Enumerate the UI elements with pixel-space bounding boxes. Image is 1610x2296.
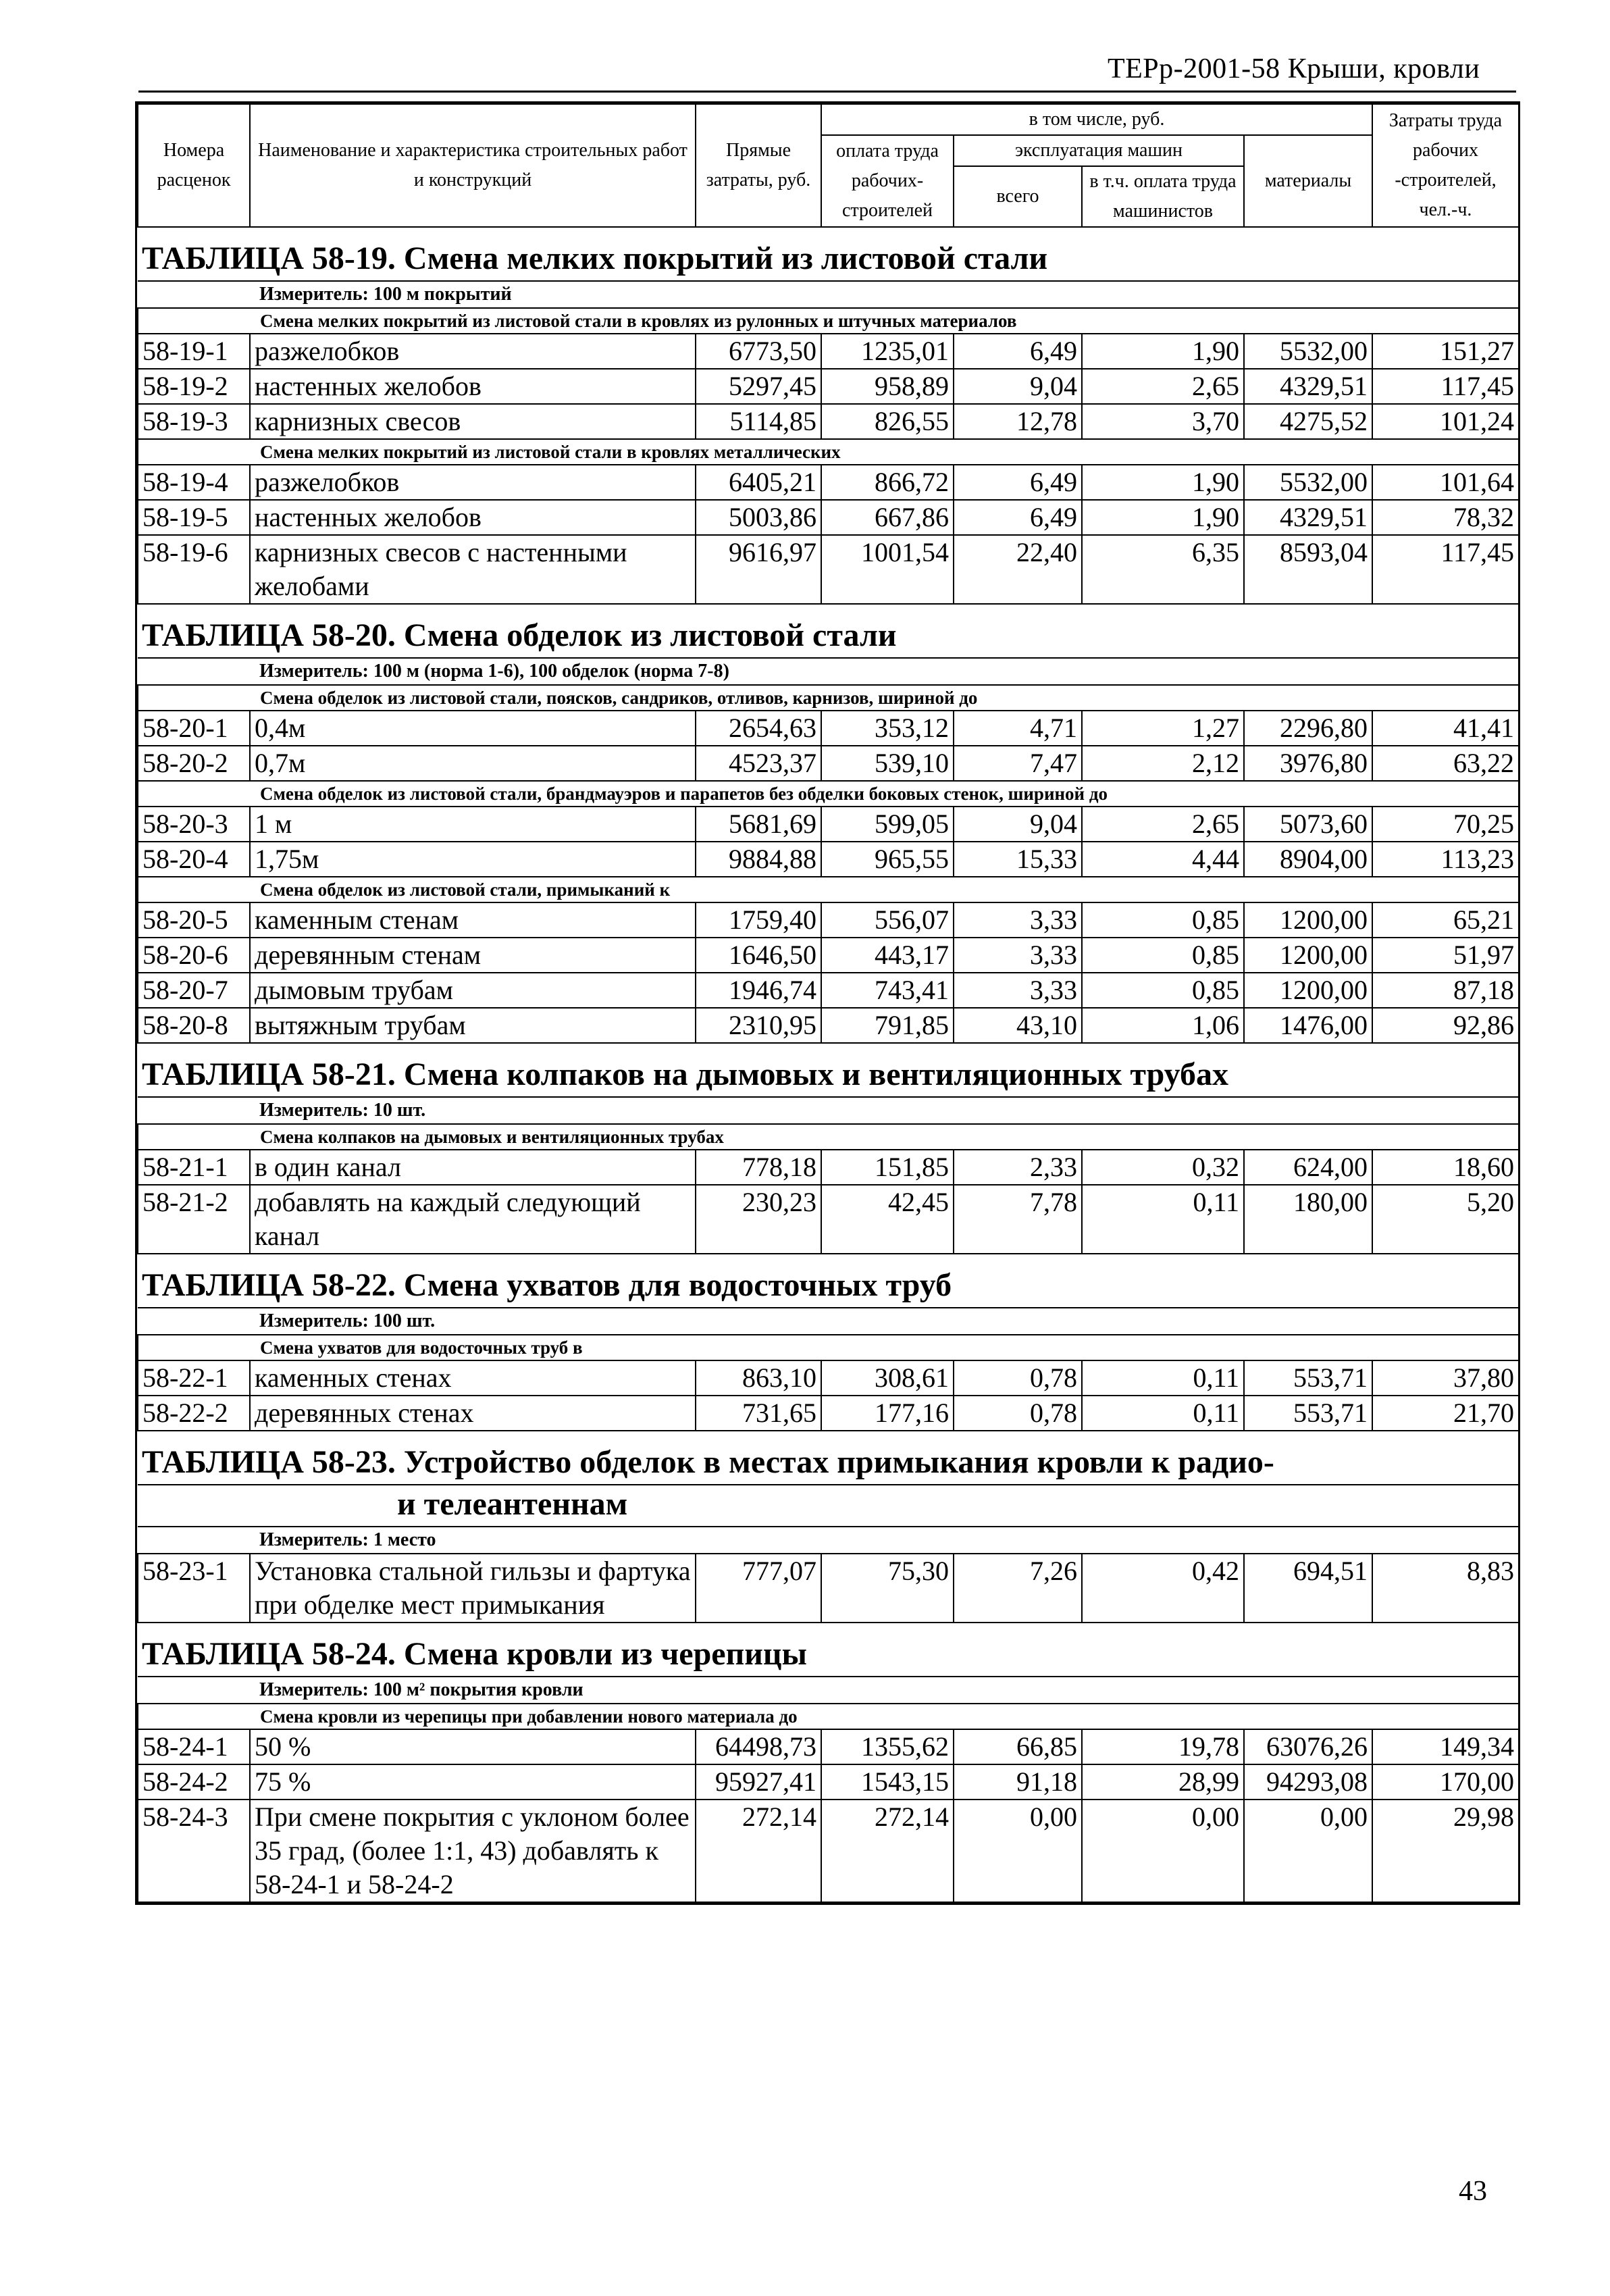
work-name-cell: Установка стальной гильзы и фартука при обделке мест примыкания bbox=[250, 1554, 696, 1623]
col-hours-header: Затраты труда рабочих -строителей, чел.-ч. bbox=[1372, 104, 1519, 227]
group-label: Смена ухватов для водосточных труб в bbox=[138, 1335, 1519, 1360]
work-name-cell: 0,7м bbox=[250, 746, 696, 781]
measure-label: Измеритель: 100 м² покрытия кровли bbox=[138, 1677, 1519, 1704]
labor-pay-cell: 965,55 bbox=[821, 842, 954, 877]
labor-pay-cell: 42,45 bbox=[821, 1185, 954, 1254]
direct-cost-cell: 6405,21 bbox=[696, 465, 821, 500]
materials-cost-cell: 3976,80 bbox=[1244, 746, 1372, 781]
table-section-title: ТАБЛИЦА 58-19. Смена мелких покрытий из листовой стали bbox=[138, 227, 1519, 281]
group-label: Смена обделок из листовой стали, поясков, сандриков, отливов, карнизов, шириной до bbox=[138, 685, 1519, 711]
machines-total-cell: 7,78 bbox=[954, 1185, 1082, 1254]
table-section-title-row bbox=[138, 227, 1519, 281]
table-row bbox=[138, 1396, 1519, 1431]
materials-cost-cell: 0,00 bbox=[1244, 1800, 1372, 1902]
col-materials-header: материалы bbox=[1244, 135, 1372, 227]
table-section-title-row bbox=[138, 1431, 1519, 1485]
machines-total-cell: 0,78 bbox=[954, 1396, 1082, 1431]
group-label: Смена мелких покрытий из листовой стали в кровлях из рулонных и штучных материалов bbox=[138, 308, 1519, 334]
materials-cost-cell: 63076,26 bbox=[1244, 1729, 1372, 1764]
work-name-cell: 50 % bbox=[250, 1729, 696, 1764]
work-name-cell: При смене покрытия с уклоном более 35 град, (более 1:1, 43) добавлять к 58-24-1 и 58-24-2 bbox=[250, 1800, 696, 1902]
labor-pay-cell: 1543,15 bbox=[821, 1764, 954, 1800]
work-name-cell: деревянных стенах bbox=[250, 1396, 696, 1431]
direct-cost-cell: 1646,50 bbox=[696, 938, 821, 973]
materials-cost-cell: 1476,00 bbox=[1244, 1008, 1372, 1043]
rate-code-cell: 58-19-5 bbox=[138, 500, 250, 535]
materials-cost-cell: 8904,00 bbox=[1244, 842, 1372, 877]
table-row bbox=[138, 973, 1519, 1008]
materials-cost-cell: 8593,04 bbox=[1244, 535, 1372, 604]
table-row bbox=[138, 807, 1519, 842]
rate-code-cell: 58-20-8 bbox=[138, 1008, 250, 1043]
labor-pay-cell: 1355,62 bbox=[821, 1729, 954, 1764]
table-row bbox=[138, 1800, 1519, 1902]
labor-hours-cell: 170,00 bbox=[1372, 1764, 1519, 1800]
work-name-cell: настенных желобов bbox=[250, 500, 696, 535]
direct-cost-cell: 2654,63 bbox=[696, 711, 821, 746]
labor-hours-cell: 78,32 bbox=[1372, 500, 1519, 535]
machines-total-cell: 4,71 bbox=[954, 711, 1082, 746]
machines-total-cell: 91,18 bbox=[954, 1764, 1082, 1800]
materials-cost-cell: 1200,00 bbox=[1244, 973, 1372, 1008]
rate-code-cell: 58-24-3 bbox=[138, 1800, 250, 1902]
page-header-title: ТЕРр-2001-58 Крыши, кровли bbox=[1108, 53, 1480, 84]
direct-cost-cell: 777,07 bbox=[696, 1554, 821, 1623]
table-row bbox=[138, 465, 1519, 500]
table-row bbox=[138, 1360, 1519, 1396]
work-name-cell: добавлять на каждый следующий канал bbox=[250, 1185, 696, 1254]
table-row bbox=[138, 1764, 1519, 1800]
work-name-cell: 0,4м bbox=[250, 711, 696, 746]
machines-pay-cell: 0,11 bbox=[1082, 1360, 1244, 1396]
machines-total-cell: 15,33 bbox=[954, 842, 1082, 877]
labor-pay-cell: 1001,54 bbox=[821, 535, 954, 604]
materials-cost-cell: 2296,80 bbox=[1244, 711, 1372, 746]
machines-pay-cell: 19,78 bbox=[1082, 1729, 1244, 1764]
table-row bbox=[138, 902, 1519, 938]
direct-cost-cell: 95927,41 bbox=[696, 1764, 821, 1800]
direct-cost-cell: 1759,40 bbox=[696, 902, 821, 938]
direct-cost-cell: 5003,86 bbox=[696, 500, 821, 535]
machines-pay-cell: 0,85 bbox=[1082, 902, 1244, 938]
labor-pay-cell: 866,72 bbox=[821, 465, 954, 500]
work-name-cell: разжелобков bbox=[250, 465, 696, 500]
direct-cost-cell: 5681,69 bbox=[696, 807, 821, 842]
machines-total-cell: 43,10 bbox=[954, 1008, 1082, 1043]
table-row bbox=[138, 1554, 1519, 1623]
direct-cost-cell: 863,10 bbox=[696, 1360, 821, 1396]
group-row bbox=[138, 1124, 1519, 1150]
labor-pay-cell: 75,30 bbox=[821, 1554, 954, 1623]
materials-cost-cell: 694,51 bbox=[1244, 1554, 1372, 1623]
materials-cost-cell: 4329,51 bbox=[1244, 500, 1372, 535]
table-row bbox=[138, 938, 1519, 973]
direct-cost-cell: 230,23 bbox=[696, 1185, 821, 1254]
labor-hours-cell: 18,60 bbox=[1372, 1150, 1519, 1185]
group-row bbox=[138, 308, 1519, 334]
labor-pay-cell: 556,07 bbox=[821, 902, 954, 938]
machines-pay-cell: 0,11 bbox=[1082, 1185, 1244, 1254]
direct-cost-cell: 4523,37 bbox=[696, 746, 821, 781]
direct-cost-cell: 1946,74 bbox=[696, 973, 821, 1008]
group-label: Смена обделок из листовой стали, брандмауэров и парапетов без обделки боковых стенок, шириной до bbox=[138, 781, 1519, 807]
machines-total-cell: 3,33 bbox=[954, 973, 1082, 1008]
table-row bbox=[138, 334, 1519, 369]
rate-code-cell: 58-20-4 bbox=[138, 842, 250, 877]
materials-cost-cell: 94293,08 bbox=[1244, 1764, 1372, 1800]
machines-total-cell: 12,78 bbox=[954, 404, 1082, 439]
table-row bbox=[138, 500, 1519, 535]
labor-pay-cell: 958,89 bbox=[821, 369, 954, 404]
machines-total-cell: 6,49 bbox=[954, 334, 1082, 369]
materials-cost-cell: 180,00 bbox=[1244, 1185, 1372, 1254]
rate-code-cell: 58-23-1 bbox=[138, 1554, 250, 1623]
direct-cost-cell: 9884,88 bbox=[696, 842, 821, 877]
labor-hours-cell: 113,23 bbox=[1372, 842, 1519, 877]
machines-total-cell: 0,78 bbox=[954, 1360, 1082, 1396]
table-row bbox=[138, 404, 1519, 439]
rate-code-cell: 58-20-5 bbox=[138, 902, 250, 938]
labor-hours-cell: 151,27 bbox=[1372, 334, 1519, 369]
table-row bbox=[138, 369, 1519, 404]
machines-pay-cell: 0,42 bbox=[1082, 1554, 1244, 1623]
labor-hours-cell: 92,86 bbox=[1372, 1008, 1519, 1043]
group-label: Смена мелких покрытий из листовой стали в кровлях металлических bbox=[138, 439, 1519, 465]
machines-total-cell: 66,85 bbox=[954, 1729, 1082, 1764]
rates-document bbox=[135, 101, 1520, 1905]
labor-pay-cell: 743,41 bbox=[821, 973, 954, 1008]
header-rule bbox=[138, 91, 1516, 93]
machines-total-cell: 9,04 bbox=[954, 807, 1082, 842]
work-name-cell: карнизных свесов bbox=[250, 404, 696, 439]
table-section-title-row bbox=[138, 604, 1519, 658]
rate-code-cell: 58-20-6 bbox=[138, 938, 250, 973]
rate-code-cell: 58-20-1 bbox=[138, 711, 250, 746]
machines-pay-cell: 0,85 bbox=[1082, 938, 1244, 973]
rate-code-cell: 58-22-1 bbox=[138, 1360, 250, 1396]
machines-total-cell: 6,49 bbox=[954, 500, 1082, 535]
labor-pay-cell: 443,17 bbox=[821, 938, 954, 973]
rate-code-cell: 58-24-1 bbox=[138, 1729, 250, 1764]
materials-cost-cell: 624,00 bbox=[1244, 1150, 1372, 1185]
labor-pay-cell: 177,16 bbox=[821, 1396, 954, 1431]
table-row bbox=[138, 1729, 1519, 1764]
col-machines-total-header: всего bbox=[954, 166, 1082, 227]
work-name-cell: 1,75м bbox=[250, 842, 696, 877]
rate-code-cell: 58-20-3 bbox=[138, 807, 250, 842]
machines-pay-cell: 4,44 bbox=[1082, 842, 1244, 877]
direct-cost-cell: 6773,50 bbox=[696, 334, 821, 369]
measure-label: Измеритель: 1 место bbox=[138, 1527, 1519, 1554]
table-section-title: ТАБЛИЦА 58-22. Смена ухватов для водосточных труб bbox=[138, 1254, 1519, 1308]
table-row bbox=[138, 711, 1519, 746]
measure-row bbox=[138, 1677, 1519, 1704]
table-section-title-row bbox=[138, 1254, 1519, 1308]
labor-hours-cell: 21,70 bbox=[1372, 1396, 1519, 1431]
rate-code-cell: 58-21-1 bbox=[138, 1150, 250, 1185]
group-row bbox=[138, 685, 1519, 711]
rate-code-cell: 58-20-2 bbox=[138, 746, 250, 781]
measure-label: Измеритель: 100 шт. bbox=[138, 1308, 1519, 1335]
labor-pay-cell: 308,61 bbox=[821, 1360, 954, 1396]
machines-pay-cell: 1,06 bbox=[1082, 1008, 1244, 1043]
rate-code-cell: 58-19-1 bbox=[138, 334, 250, 369]
labor-pay-cell: 791,85 bbox=[821, 1008, 954, 1043]
machines-total-cell: 0,00 bbox=[954, 1800, 1082, 1902]
machines-total-cell: 6,49 bbox=[954, 465, 1082, 500]
table-section-title-row bbox=[138, 1043, 1519, 1097]
work-name-cell: 1 м bbox=[250, 807, 696, 842]
machines-pay-cell: 2,12 bbox=[1082, 746, 1244, 781]
table-row bbox=[138, 1150, 1519, 1185]
table-section-title-cont: и телеантеннам bbox=[138, 1485, 1519, 1527]
labor-hours-cell: 51,97 bbox=[1372, 938, 1519, 973]
measure-row bbox=[138, 281, 1519, 308]
direct-cost-cell: 5297,45 bbox=[696, 369, 821, 404]
labor-pay-cell: 539,10 bbox=[821, 746, 954, 781]
column-header bbox=[138, 104, 1519, 227]
labor-pay-cell: 151,85 bbox=[821, 1150, 954, 1185]
rate-code-cell: 58-19-4 bbox=[138, 465, 250, 500]
col-code-header: Номера расценок bbox=[138, 104, 250, 227]
work-name-cell: дымовым трубам bbox=[250, 973, 696, 1008]
direct-cost-cell: 778,18 bbox=[696, 1150, 821, 1185]
labor-hours-cell: 8,83 bbox=[1372, 1554, 1519, 1623]
materials-cost-cell: 5073,60 bbox=[1244, 807, 1372, 842]
labor-hours-cell: 70,25 bbox=[1372, 807, 1519, 842]
materials-cost-cell: 553,71 bbox=[1244, 1396, 1372, 1431]
labor-hours-cell: 5,20 bbox=[1372, 1185, 1519, 1254]
direct-cost-cell: 5114,85 bbox=[696, 404, 821, 439]
machines-total-cell: 9,04 bbox=[954, 369, 1082, 404]
work-name-cell: 75 % bbox=[250, 1764, 696, 1800]
rate-code-cell: 58-21-2 bbox=[138, 1185, 250, 1254]
work-name-cell: в один канал bbox=[250, 1150, 696, 1185]
labor-pay-cell: 272,14 bbox=[821, 1800, 954, 1902]
machines-total-cell: 2,33 bbox=[954, 1150, 1082, 1185]
table-section-title: ТАБЛИЦА 58-23. Устройство обделок в местах примыкания кровли к радио- bbox=[138, 1431, 1519, 1485]
direct-cost-cell: 64498,73 bbox=[696, 1729, 821, 1764]
machines-pay-cell: 1,90 bbox=[1082, 465, 1244, 500]
labor-hours-cell: 149,34 bbox=[1372, 1729, 1519, 1764]
group-label: Смена обделок из листовой стали, примыканий к bbox=[138, 877, 1519, 902]
measure-label: Измеритель: 10 шт. bbox=[138, 1097, 1519, 1124]
work-name-cell: настенных желобов bbox=[250, 369, 696, 404]
labor-hours-cell: 29,98 bbox=[1372, 1800, 1519, 1902]
rates-table bbox=[137, 103, 1520, 1903]
group-row bbox=[138, 1704, 1519, 1729]
col-direct-header: Прямые затраты, руб. bbox=[696, 104, 821, 227]
machines-pay-cell: 28,99 bbox=[1082, 1764, 1244, 1800]
group-row bbox=[138, 781, 1519, 807]
table-row bbox=[138, 1185, 1519, 1254]
table-row bbox=[138, 535, 1519, 604]
table-section-title-cont-row bbox=[138, 1485, 1519, 1527]
machines-pay-cell: 0,00 bbox=[1082, 1800, 1244, 1902]
measure-row bbox=[138, 1097, 1519, 1124]
machines-pay-cell: 1,90 bbox=[1082, 334, 1244, 369]
materials-cost-cell: 5532,00 bbox=[1244, 334, 1372, 369]
machines-pay-cell: 1,90 bbox=[1082, 500, 1244, 535]
labor-pay-cell: 1235,01 bbox=[821, 334, 954, 369]
table-section-title: ТАБЛИЦА 58-20. Смена обделок из листовой стали bbox=[138, 604, 1519, 658]
direct-cost-cell: 731,65 bbox=[696, 1396, 821, 1431]
group-row bbox=[138, 1335, 1519, 1360]
group-label: Смена кровли из черепицы при добавлении нового материала до bbox=[138, 1704, 1519, 1729]
col-machines-pay-header: в т.ч. оплата труда машинистов bbox=[1082, 166, 1244, 227]
group-label: Смена колпаков на дымовых и вентиляционных трубах bbox=[138, 1124, 1519, 1150]
group-row bbox=[138, 439, 1519, 465]
col-incl-header: в том числе, руб. bbox=[821, 104, 1372, 135]
labor-hours-cell: 117,45 bbox=[1372, 535, 1519, 604]
direct-cost-cell: 9616,97 bbox=[696, 535, 821, 604]
work-name-cell: каменных стенах bbox=[250, 1360, 696, 1396]
direct-cost-cell: 2310,95 bbox=[696, 1008, 821, 1043]
measure-row bbox=[138, 1527, 1519, 1554]
labor-pay-cell: 599,05 bbox=[821, 807, 954, 842]
direct-cost-cell: 272,14 bbox=[696, 1800, 821, 1902]
labor-hours-cell: 41,41 bbox=[1372, 711, 1519, 746]
materials-cost-cell: 1200,00 bbox=[1244, 938, 1372, 973]
group-row bbox=[138, 877, 1519, 902]
labor-hours-cell: 65,21 bbox=[1372, 902, 1519, 938]
page-number: 43 bbox=[1459, 2176, 1487, 2207]
rate-code-cell: 58-20-7 bbox=[138, 973, 250, 1008]
work-name-cell: каменным стенам bbox=[250, 902, 696, 938]
table-row bbox=[138, 746, 1519, 781]
work-name-cell: деревянным стенам bbox=[250, 938, 696, 973]
rate-code-cell: 58-19-2 bbox=[138, 369, 250, 404]
rate-code-cell: 58-24-2 bbox=[138, 1764, 250, 1800]
machines-pay-cell: 2,65 bbox=[1082, 369, 1244, 404]
machines-pay-cell: 0,11 bbox=[1082, 1396, 1244, 1431]
machines-total-cell: 3,33 bbox=[954, 902, 1082, 938]
labor-pay-cell: 667,86 bbox=[821, 500, 954, 535]
measure-row bbox=[138, 1308, 1519, 1335]
machines-pay-cell: 2,65 bbox=[1082, 807, 1244, 842]
materials-cost-cell: 5532,00 bbox=[1244, 465, 1372, 500]
labor-hours-cell: 101,24 bbox=[1372, 404, 1519, 439]
labor-pay-cell: 353,12 bbox=[821, 711, 954, 746]
materials-cost-cell: 1200,00 bbox=[1244, 902, 1372, 938]
col-labor-header: оплата труда рабочих-строителей bbox=[821, 135, 954, 227]
labor-pay-cell: 826,55 bbox=[821, 404, 954, 439]
materials-cost-cell: 4275,52 bbox=[1244, 404, 1372, 439]
machines-pay-cell: 1,27 bbox=[1082, 711, 1244, 746]
labor-hours-cell: 63,22 bbox=[1372, 746, 1519, 781]
table-row bbox=[138, 1008, 1519, 1043]
materials-cost-cell: 4329,51 bbox=[1244, 369, 1372, 404]
col-machines-header: эксплуатация машин bbox=[954, 135, 1244, 166]
labor-hours-cell: 101,64 bbox=[1372, 465, 1519, 500]
machines-total-cell: 7,26 bbox=[954, 1554, 1082, 1623]
machines-total-cell: 3,33 bbox=[954, 938, 1082, 973]
machines-total-cell: 7,47 bbox=[954, 746, 1082, 781]
machines-pay-cell: 0,85 bbox=[1082, 973, 1244, 1008]
machines-pay-cell: 0,32 bbox=[1082, 1150, 1244, 1185]
measure-label: Измеритель: 100 м (норма 1-6), 100 обделок (норма 7-8) bbox=[138, 658, 1519, 685]
measure-label: Измеритель: 100 м покрытий bbox=[138, 281, 1519, 308]
work-name-cell: вытяжным трубам bbox=[250, 1008, 696, 1043]
machines-total-cell: 22,40 bbox=[954, 535, 1082, 604]
table-body bbox=[138, 227, 1519, 1902]
work-name-cell: разжелобков bbox=[250, 334, 696, 369]
work-name-cell: карнизных свесов с настенными желобами bbox=[250, 535, 696, 604]
rate-code-cell: 58-22-2 bbox=[138, 1396, 250, 1431]
col-name-header: Наименование и характеристика строительных работ и конструкций bbox=[250, 104, 696, 227]
table-section-title: ТАБЛИЦА 58-21. Смена колпаков на дымовых и вентиляционных трубах bbox=[138, 1043, 1519, 1097]
machines-pay-cell: 3,70 bbox=[1082, 404, 1244, 439]
measure-row bbox=[138, 658, 1519, 685]
table-section-title-row bbox=[138, 1623, 1519, 1677]
rate-code-cell: 58-19-6 bbox=[138, 535, 250, 604]
rate-code-cell: 58-19-3 bbox=[138, 404, 250, 439]
labor-hours-cell: 37,80 bbox=[1372, 1360, 1519, 1396]
table-section-title: ТАБЛИЦА 58-24. Смена кровли из черепицы bbox=[138, 1623, 1519, 1677]
labor-hours-cell: 87,18 bbox=[1372, 973, 1519, 1008]
materials-cost-cell: 553,71 bbox=[1244, 1360, 1372, 1396]
machines-pay-cell: 6,35 bbox=[1082, 535, 1244, 604]
table-row bbox=[138, 842, 1519, 877]
labor-hours-cell: 117,45 bbox=[1372, 369, 1519, 404]
